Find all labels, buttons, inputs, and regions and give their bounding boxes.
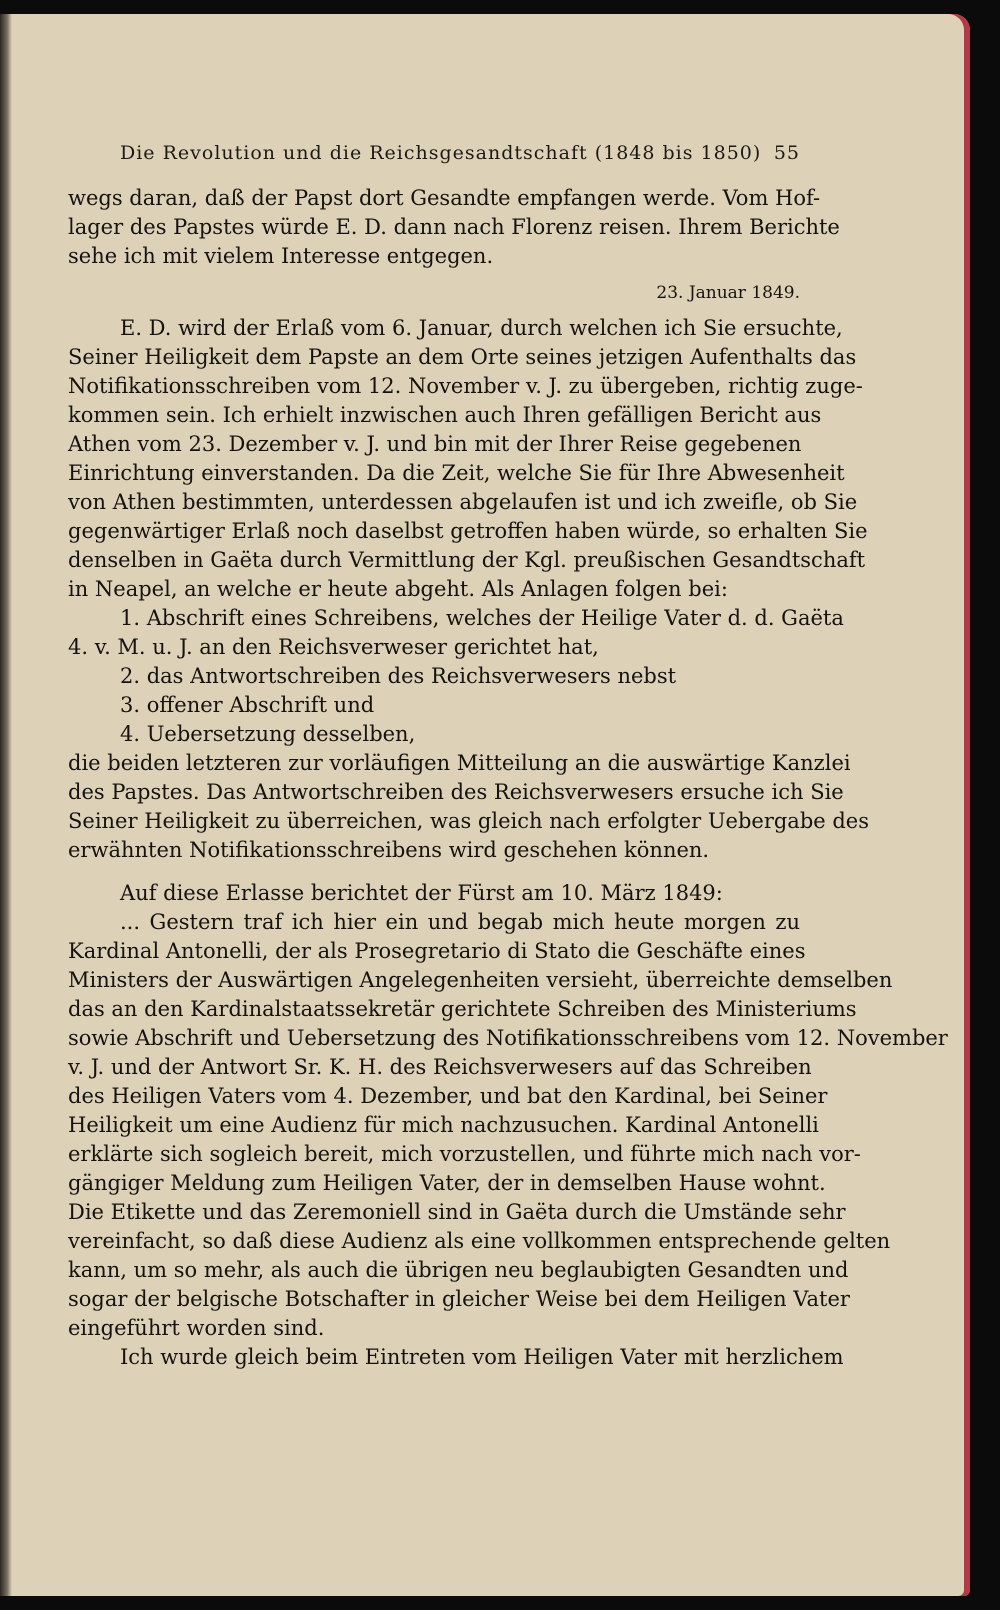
text-line: gegenwärtiger Erlaß noch daselbst getroffen haben würde, so erhalten Sie <box>68 519 868 543</box>
text-line: ... Gestern traf ich hier ein und begab mich heute morgen zu <box>120 910 800 934</box>
list-item: 4. v. M. u. J. an den Reichsverweser gerichtet hat, <box>68 635 599 659</box>
text-line: kommen sein. Ich erhielt inzwischen auch Ihren gefälligen Bericht aus <box>68 403 822 427</box>
text-line: Die Etikette und das Zeremoniell sind in Gaëta durch die Umstände sehr <box>68 1200 846 1224</box>
text-line: erklärte sich sogleich bereit, mich vorzustellen, und führte mich nach vor- <box>68 1142 861 1166</box>
text-line: Athen vom 23. Dezember v. J. und bin mit der Ihrer Reise gegebenen <box>68 432 802 456</box>
text-line: gängiger Meldung zum Heiligen Vater, der in demselben Hause wohnt. <box>68 1171 826 1195</box>
paragraph-3 <box>68 749 870 865</box>
paragraph-4 <box>68 879 800 908</box>
text-line: Seiner Heiligkeit dem Papste an dem Orte seines jetzigen Aufenthalts das <box>68 345 857 369</box>
text-line: sogar der belgische Botschafter in gleicher Weise bei dem Heiligen Vater <box>68 1287 850 1311</box>
paragraph-2 <box>68 314 868 604</box>
letter-date: 23. Januar 1849. <box>656 283 800 303</box>
page-number: 55 <box>773 142 800 164</box>
body-text <box>68 184 948 1372</box>
list-item: 3. offener Abschrift und <box>120 693 375 717</box>
paragraph-5 <box>68 908 948 1343</box>
text-line: sehe ich mit vielem Interesse entgegen. <box>68 244 494 268</box>
paragraph-1 <box>68 184 840 271</box>
text-line: das an den Kardinalstaatssekretär gerichtete Schreiben des Ministeriums <box>68 997 857 1021</box>
text-line: Einrichtung einverstanden. Da die Zeit, welche Sie für Ihre Abwesenheit <box>68 461 845 485</box>
text-line: Auf diese Erlasse berichtet der Fürst am 10. März 1849: <box>120 881 723 905</box>
text-line: kann, um so mehr, als auch die übrigen neu beglaubigten Gesandten und <box>68 1258 849 1282</box>
text-line: sowie Abschrift und Uebersetzung des Notifikationsschreibens vom 12. November <box>68 1026 948 1050</box>
text-line: lager des Papstes würde E. D. dann nach Florenz reisen. Ihrem Berichte <box>68 215 840 239</box>
text-line: die beiden letzteren zur vorläufigen Mitteilung an die auswärtige Kanzlei <box>68 751 851 775</box>
text-line: wegs daran, daß der Papst dort Gesandte empfangen werde. Vom Hof- <box>68 186 821 210</box>
text-line: des Heiligen Vaters vom 4. Dezember, und bat den Kardinal, bei Seiner <box>68 1084 828 1108</box>
text-line: des Papstes. Das Antwortschreiben des Reichsverwesers ersuche ich Sie <box>68 780 844 804</box>
book-gutter <box>0 14 12 1596</box>
text-line: von Athen bestimmten, unterdessen abgelaufen ist und ich zweifle, ob Sie <box>68 490 858 514</box>
text-line: Ich wurde gleich beim Eintreten vom Heiligen Vater mit herzlichem <box>120 1345 844 1369</box>
text-line: erwähnten Notifikationsschreibens wird geschehen können. <box>68 838 710 862</box>
text-line: in Neapel, an welche er heute abgeht. Als Anlagen folgen bei: <box>68 577 728 601</box>
text-line: eingeführt worden sind. <box>68 1316 325 1340</box>
list-item: 1. Abschrift eines Schreibens, welches der Heilige Vater d. d. Gaëta <box>120 606 844 630</box>
book-page <box>0 14 970 1596</box>
text-line: Notifikationsschreiben vom 12. November v. J. zu übergeben, richtig zuge- <box>68 374 863 398</box>
enclosure-list <box>68 604 844 749</box>
running-header <box>120 142 800 170</box>
running-title: Die Revolution und die Reichsgesandtschaft (1848 bis 1850) <box>120 142 762 164</box>
text-line: Heiligkeit um eine Audienz für mich nachzusuchen. Kardinal Antonelli <box>68 1113 819 1137</box>
list-item: 2. das Antwortschreiben des Reichsverwesers nebst <box>120 664 677 688</box>
text-line: vereinfacht, so daß diese Audienz als eine vollkommen entsprechende gelten <box>68 1229 891 1253</box>
paragraph-6 <box>68 1343 844 1372</box>
list-item: 4. Uebersetzung desselben, <box>120 722 416 746</box>
text-line: Seiner Heiligkeit zu überreichen, was gleich nach erfolgter Uebergabe des <box>68 809 870 833</box>
text-line: E. D. wird der Erlaß vom 6. Januar, durch welchen ich Sie ersuchte, <box>120 316 843 340</box>
text-line: denselben in Gaëta durch Vermittlung der Kgl. preußischen Gesandtschaft <box>68 548 866 572</box>
spacer <box>68 865 800 879</box>
text-line: Ministers der Auswärtigen Angelegenheiten versieht, überreichte demselben <box>68 968 893 992</box>
text-line: v. J. und der Antwort Sr. K. H. des Reichsverwesers auf das Schreiben <box>68 1055 812 1079</box>
text-line: Kardinal Antonelli, der als Prosegretario di Stato die Geschäfte eines <box>68 939 806 963</box>
